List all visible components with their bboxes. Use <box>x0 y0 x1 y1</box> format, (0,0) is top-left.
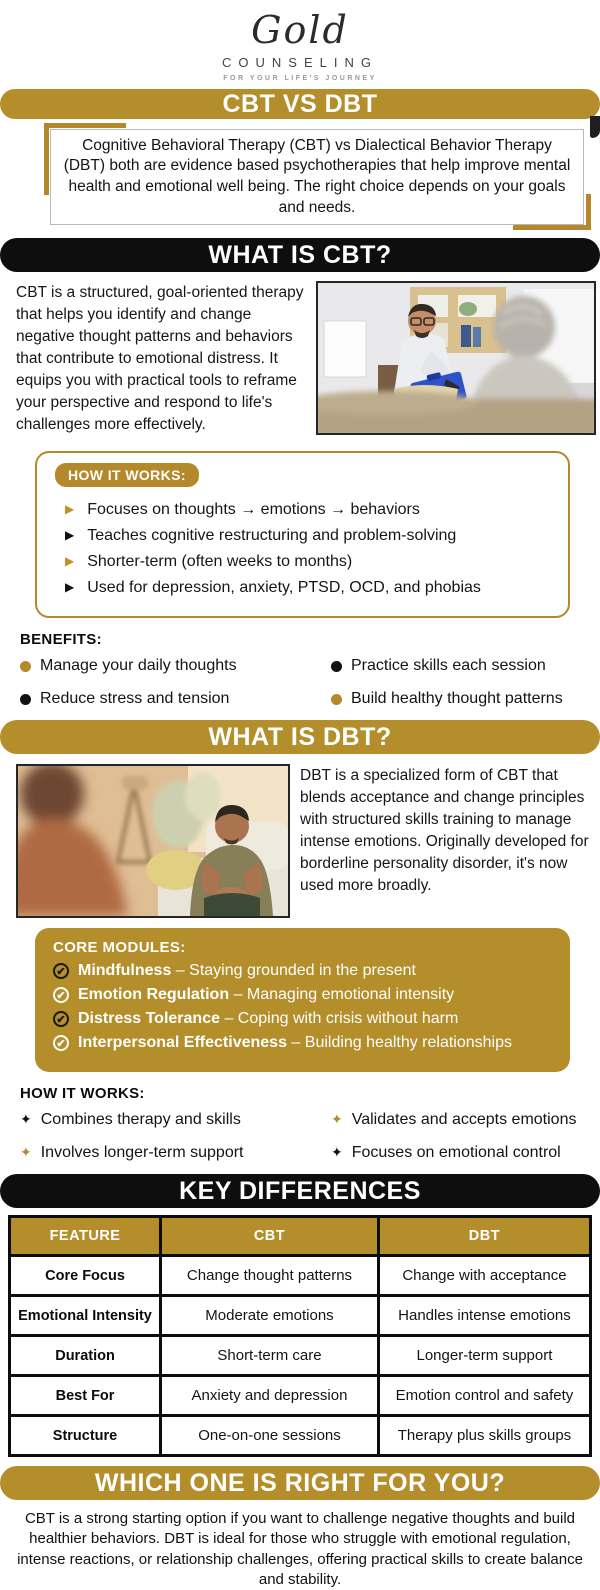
intro-section <box>50 129 584 225</box>
core-module-name: Interpersonal Effectiveness <box>78 1034 287 1052</box>
key-differences-banner: KEY DIFFERENCES <box>0 1174 600 1208</box>
core-module-desc: – Managing emotional intensity <box>233 986 455 1004</box>
dot-bullet-icon <box>20 694 31 705</box>
benefit-text: Manage your daily thoughts <box>40 657 237 675</box>
how-item <box>65 579 554 597</box>
value-cell: One-on-one sessions <box>161 1416 379 1456</box>
core-module-item <box>53 962 554 980</box>
dbt-how-list <box>20 1111 580 1162</box>
value-cell: Change with acceptance <box>378 1256 590 1296</box>
how-item-text: Teaches cognitive restructuring and problem-solving <box>87 527 457 545</box>
core-module-name: Emotion Regulation <box>78 986 230 1004</box>
dbt-how-text: Focuses on emotional control <box>351 1144 561 1162</box>
which-one-banner: WHICH ONE IS RIGHT FOR YOU? <box>0 1466 600 1500</box>
benefit-text: Build healthy thought patterns <box>351 690 563 708</box>
dbt-session-photo <box>16 764 290 918</box>
feature-cell: Duration <box>10 1336 161 1376</box>
dbt-client-illustration <box>18 766 288 916</box>
core-module-text <box>78 962 416 980</box>
check-circle-icon: ✔ <box>53 1011 69 1027</box>
cbt-intro-row <box>0 272 600 436</box>
feature-cell: Emotional Intensity <box>10 1296 161 1336</box>
how-item <box>65 553 554 571</box>
core-module-item <box>53 1034 554 1052</box>
value-cell: Anxiety and depression <box>161 1376 379 1416</box>
feature-cell: Core Focus <box>10 1256 161 1296</box>
dbt-section-banner: WHAT IS DBT? <box>0 720 600 754</box>
table-header-cell: DBT <box>378 1217 590 1256</box>
value-cell: Handles intense emotions <box>378 1296 590 1336</box>
value-cell: Therapy plus skills groups <box>378 1416 590 1456</box>
core-module-name: Mindfulness <box>78 962 172 980</box>
feature-cell: Structure <box>10 1416 161 1456</box>
key-differences-table <box>8 1215 592 1457</box>
dbt-how-text: Validates and accepts emotions <box>351 1111 577 1129</box>
dbt-how-item <box>331 1144 580 1162</box>
core-modules-list <box>53 962 554 1052</box>
benefit-item <box>20 657 325 675</box>
title-banner: CBT VS DBT <box>0 89 600 119</box>
cbt-session-photo <box>316 281 596 435</box>
corner-bracket-bottom-right <box>513 194 591 230</box>
feature-cell: Best For <box>10 1376 161 1416</box>
how-item-text: Used for depression, anxiety, PTSD, OCD, and phobias <box>87 579 481 597</box>
dbt-how-item <box>331 1111 580 1129</box>
check-circle-icon: ✔ <box>53 963 69 979</box>
star-bullet-icon: ✦ <box>331 1111 343 1128</box>
table-row <box>10 1296 591 1336</box>
cbt-how-box <box>35 451 570 618</box>
core-module-text <box>78 1010 458 1028</box>
benefits-list <box>20 657 580 708</box>
how-item-text: Focuses on thoughts → emotions → behaviors <box>87 501 420 519</box>
dbt-how-item <box>20 1111 325 1129</box>
core-modules-label: CORE MODULES: <box>53 939 186 957</box>
star-bullet-icon: ✦ <box>20 1144 32 1161</box>
value-cell: Change thought patterns <box>161 1256 379 1296</box>
benefit-item <box>331 690 580 708</box>
core-module-text <box>78 986 454 1004</box>
check-circle-icon: ✔ <box>53 987 69 1003</box>
dot-bullet-icon <box>331 661 342 672</box>
dbt-how-text: Involves longer-term support <box>40 1144 244 1162</box>
how-item-text: Shorter-term (often weeks to months) <box>87 553 353 571</box>
benefit-text: Reduce stress and tension <box>40 690 230 708</box>
cbt-how-label: HOW IT WORKS: <box>55 463 199 487</box>
star-bullet-icon: ✦ <box>20 1111 32 1128</box>
dbt-how-text: Combines therapy and skills <box>40 1111 241 1129</box>
intro-box <box>50 129 584 225</box>
brand-logo <box>0 0 600 82</box>
cbt-section-banner: WHAT IS CBT? <box>0 238 600 272</box>
dbt-intro-row <box>0 754 600 918</box>
brand-name: COUNSELING <box>222 54 378 70</box>
conclusion-text: CBT is a strong starting option if you want to challenge negative thoughts and build healthier behaviors. DBT is ideal for those who struggle with emotional regulation, intense reactions, or relationship challenges, offering practical skills to create balance and stability. <box>17 1510 583 1588</box>
intro-text: Cognitive Behavioral Therapy (CBT) vs Dialectical Behavior Therapy (DBT) both are evidence based psychotherapies that help improve mental health and emotional well being. The right choice depends on your goals and needs. <box>63 136 571 216</box>
star-bullet-icon: ✦ <box>331 1144 343 1161</box>
corner-bracket-top-left <box>44 123 126 195</box>
benefits-label: BENEFITS: <box>20 631 102 649</box>
core-module-desc: – Staying grounded in the present <box>175 962 416 980</box>
brand-tagline: FOR YOUR LIFE'S JOURNEY <box>223 74 377 82</box>
how-item <box>65 501 554 519</box>
core-module-desc: – Building healthy relationships <box>291 1034 513 1052</box>
cbt-description: CBT is a structured, goal-oriented therapy that helps you identify and change negative thought patterns and behaviors that contribute to emotional distress. It equips you with practical tools to reframe your perspective and respond to life's challenges more effectively. <box>16 284 304 434</box>
core-module-item <box>53 986 554 1004</box>
table-row <box>10 1416 591 1456</box>
benefit-item <box>20 690 325 708</box>
edge-accent <box>590 116 600 138</box>
triangle-bullet-icon: ▶ <box>65 580 75 595</box>
value-cell: Short-term care <box>161 1336 379 1376</box>
table-header-row <box>10 1217 591 1256</box>
table-header-cell: CBT <box>161 1217 379 1256</box>
dbt-description: DBT is a specialized form of CBT that blends acceptance and change principles with structured skills training to manage intense emotions. Originally developed for borderline personality disorder, it's now used more broadly. <box>300 767 589 895</box>
value-cell: Emotion control and safety <box>378 1376 590 1416</box>
table-row <box>10 1376 591 1416</box>
core-module-text <box>78 1034 512 1052</box>
dbt-core-modules-box <box>35 928 570 1072</box>
core-module-item <box>53 1010 554 1028</box>
table-row <box>10 1336 591 1376</box>
dot-bullet-icon <box>331 694 342 705</box>
table-header-cell: FEATURE <box>10 1217 161 1256</box>
cbt-benefits-section <box>20 631 580 708</box>
dbt-how-item <box>20 1144 325 1162</box>
how-item <box>65 527 554 545</box>
brand-script-wordmark: Gold <box>251 8 349 52</box>
dbt-how-section <box>20 1085 580 1162</box>
value-cell: Longer-term support <box>378 1336 590 1376</box>
triangle-bullet-icon: ▶ <box>65 554 75 569</box>
table-row <box>10 1256 591 1296</box>
check-circle-icon: ✔ <box>53 1035 69 1051</box>
triangle-bullet-icon: ▶ <box>65 502 75 517</box>
dbt-how-label: HOW IT WORKS: <box>20 1085 145 1103</box>
therapist-session-illustration <box>318 283 594 433</box>
benefit-text: Practice skills each session <box>351 657 546 675</box>
dot-bullet-icon <box>20 661 31 672</box>
cbt-how-list <box>55 501 554 597</box>
core-module-desc: – Coping with crisis without harm <box>224 1010 459 1028</box>
triangle-bullet-icon: ▶ <box>65 528 75 543</box>
core-module-name: Distress Tolerance <box>78 1010 220 1028</box>
value-cell: Moderate emotions <box>161 1296 379 1336</box>
benefit-item <box>331 657 580 675</box>
